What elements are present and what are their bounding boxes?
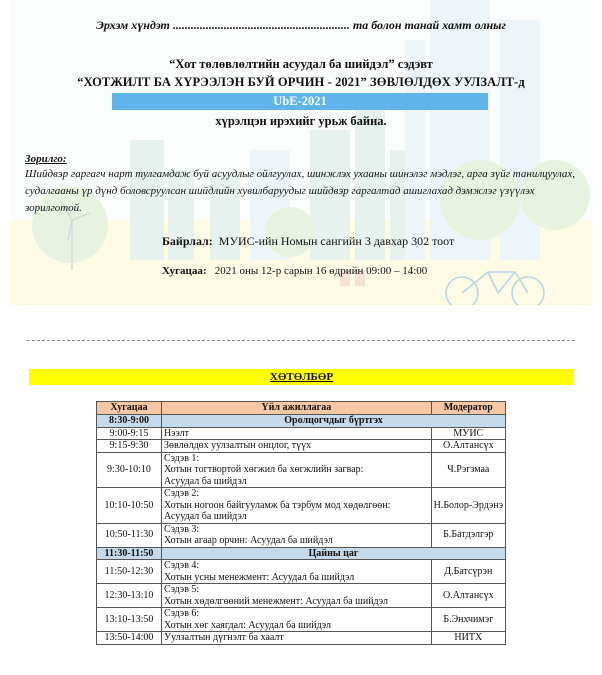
activity-line: Хотын усны менежмент: Асуудал ба шийдэл — [164, 571, 355, 583]
row-activity — [162, 427, 432, 440]
row-time: 13:50-14:00 — [97, 632, 162, 645]
row-moderator: О.Алтансүх — [431, 584, 505, 608]
schedule-table — [96, 401, 506, 645]
column-header: Модератор — [431, 402, 505, 415]
column-header: Хугацаа — [97, 402, 162, 415]
row-activity — [162, 632, 432, 645]
program-title: ХӨТӨЛБӨР — [29, 369, 574, 385]
schedule-body — [97, 415, 506, 645]
activity-line: Нээлт — [164, 427, 189, 439]
activity-line: Хотын агаар орчин: Асуудал ба шийдэл — [164, 535, 333, 546]
activity-line: Сэдэв 1: — [164, 452, 200, 464]
activity-line: Асуудал ба шийдэл — [164, 511, 247, 522]
activity-line: Зөвлөлдөх уулзалтын онцлог, түүх — [164, 440, 312, 451]
hero-background — [10, 0, 592, 305]
venue-line — [162, 234, 454, 249]
row-activity — [162, 560, 432, 584]
row-moderator: НИТХ — [431, 632, 505, 645]
goal-heading: Зорилго: — [25, 153, 67, 165]
row-moderator: Б.Энхчимэг — [431, 608, 505, 632]
column-header: Үйл ажиллагаа — [162, 402, 432, 415]
row-time: 10:50-11:30 — [97, 523, 162, 547]
row-moderator: Ч.Рэгзмаа — [431, 452, 505, 488]
conference-title: “ХОТЖИЛТ БА ХҮРЭЭЛЭН БУЙ ОРЧИН - 2021” ЗӨВЛӨЛДӨХ УУЛЗАЛТ-д — [77, 75, 525, 89]
goal-text: Шийдвэр гаргагч нарт тулгамдаж буй асуудлыг ойлгуулах, шинжлэх ухааны шинэлэг мэдлэг, арга зүйг танилцуулах, судалгааны үр дүнд боловсруулсан шийдлийн хувилбаруудыг шийдвэр гаргалтад ашиглахад дэмжлэг үзүүлэх зорилготой. — [25, 168, 576, 214]
datetime-value: 2021 оны 12-р сарын 16 өдрийн 09:00 – 14:00 — [214, 265, 428, 277]
row-time: 9:15-9:30 — [97, 440, 162, 453]
section-row — [97, 415, 506, 428]
greeting-line: Эрхэм хүндэт ........................................................... та болон танай хамт олныг — [96, 18, 506, 32]
venue-label: Байрлал: — [162, 234, 213, 248]
section-label: Цайны цаг — [162, 547, 506, 560]
topic-line: “Хот төлөвлөлтийн асуудал ба шийдэл” сэдэвт — [169, 57, 433, 71]
row-moderator: Б.Батдэлгэр — [431, 523, 505, 547]
row-time: 12:30-13:10 — [97, 584, 162, 608]
table-row — [97, 523, 506, 547]
table-row — [97, 427, 506, 440]
activity-line: Сэдэв 5: — [164, 584, 200, 595]
divider — [27, 340, 575, 341]
table-row — [97, 608, 506, 632]
table-row — [97, 488, 506, 524]
section-label: Оролцогчдыг бүртгэх — [162, 415, 506, 428]
datetime-label: Хугацаа: — [162, 265, 207, 277]
activity-line: Хотын хөдөлгөөний менежмент: Асуудал ба шийдэл — [164, 595, 388, 607]
table-row — [97, 584, 506, 608]
city-illustration — [10, 0, 592, 305]
row-moderator: Д.Батсүрэн — [431, 560, 505, 584]
activity-line: Сэдэв 6: — [164, 608, 200, 619]
row-time: 9:30-10:10 — [97, 452, 162, 488]
activity-line: Сэдэв 2: — [164, 488, 200, 499]
row-time: 11:30-11:50 — [97, 547, 162, 560]
section-row — [97, 547, 506, 560]
activity-line: Сэдэв 4: — [164, 560, 200, 571]
activity-line: Хотын ногоон байгууламж ба тэрбум мод хөдөлгөөн: — [164, 499, 391, 511]
activity-line: Уулзалтын дүгнэлт ба хаалт — [164, 632, 284, 643]
table-row — [97, 440, 506, 453]
table-row — [97, 632, 506, 645]
row-time: 13:10-13:50 — [97, 608, 162, 632]
row-activity — [162, 440, 432, 453]
row-moderator: Н.Болор-Эрдэнэ — [431, 488, 505, 524]
row-activity — [162, 584, 432, 608]
event-badge: UbE-2021 — [112, 93, 488, 110]
invite-line: хүрэлцэн ирэхийг урьж байна. — [215, 114, 387, 128]
datetime-line — [162, 265, 427, 277]
row-time: 10:10-10:50 — [97, 488, 162, 524]
row-activity — [162, 523, 432, 547]
row-activity — [162, 488, 432, 524]
table-header-row — [97, 402, 506, 415]
activity-line: Хотын тогтвортой хөгжил ба хөгжлийн загвар: — [164, 464, 364, 475]
table-row — [97, 452, 506, 488]
row-time: 11:50-12:30 — [97, 560, 162, 584]
row-time: 8:30-9:00 — [97, 415, 162, 428]
row-activity — [162, 452, 432, 488]
activity-line: Хотын хөг хаягдал: Асуудал ба шийдэл — [164, 619, 332, 631]
venue-value: МУИС-ийн Номын сангийн 3 давхар 302 тоот — [218, 234, 455, 248]
activity-line: Асуудал ба шийдэл — [164, 475, 247, 487]
row-moderator: О.Алтансүх — [431, 440, 505, 453]
row-activity — [162, 608, 432, 632]
row-time: 9:00-9:15 — [97, 427, 162, 440]
row-moderator: МУИС — [431, 427, 505, 440]
activity-line: Сэдэв 3: — [164, 523, 200, 535]
table-row — [97, 560, 506, 584]
